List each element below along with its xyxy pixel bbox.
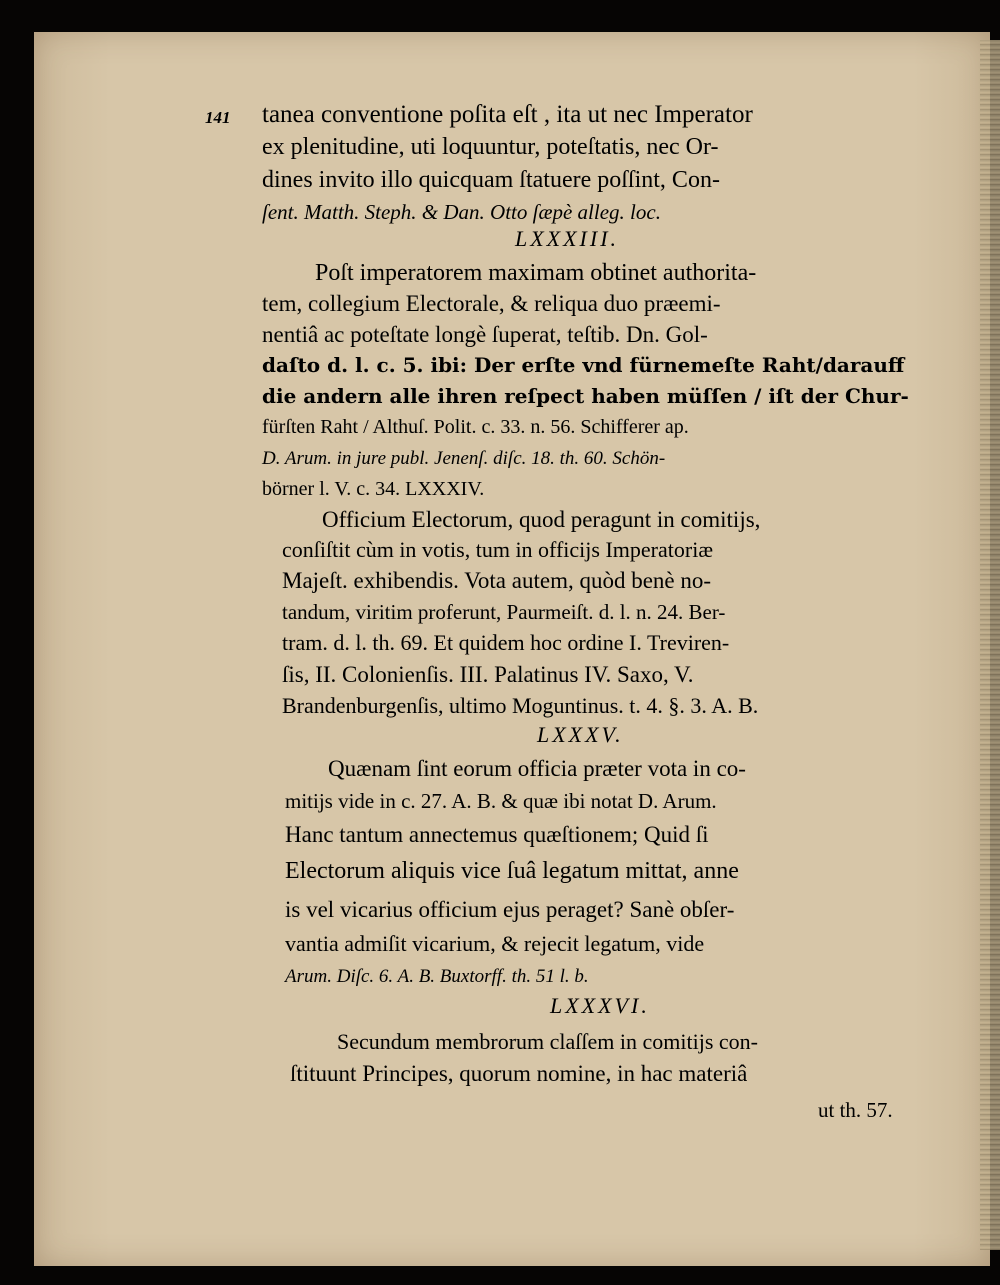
- text-line: fürſten Raht / Althuſ. Polit. c. 33. n. 56. Schifferer ap.: [262, 416, 689, 438]
- text-line: nentiâ ac poteſtate longè ſuperat, teſtib. Dn. Gol-: [262, 322, 708, 347]
- text-line: Brandenburgenſis, ultimo Moguntinus. t. 4. §. 3. A. B.: [282, 693, 759, 718]
- text-line: dines invito illo quicquam ſtatuere poſſint, Con-: [262, 167, 720, 193]
- text-line: daſto d. l. c. 5. ibi: Der erſte vnd fürnemeſte Raht/darauff: [262, 353, 905, 377]
- section-heading: LXXXIII.: [515, 226, 620, 251]
- text-line: ſis, II. Colonienſis. III. Palatinus IV. Saxo, V.: [282, 662, 694, 687]
- text-line: ſtituunt Principes, quorum nomine, in hac materiâ: [290, 1061, 748, 1086]
- text-line: die andern alle ihren reſpect haben müſſen / iſt der Chur-: [262, 384, 909, 408]
- text-line: Quænam ſint eorum officia præter vota in co-: [328, 756, 746, 781]
- text-line: is vel vicarius officium ejus peraget? Sanè obſer-: [285, 897, 735, 922]
- text-line: tandum, viritim proferunt, Paurmeiſt. d. l. n. 24. Ber-: [282, 600, 726, 624]
- text-line: Secundum membrorum claſſem in comitijs con-: [337, 1029, 758, 1054]
- catchword: ut th. 57.: [818, 1098, 893, 1122]
- text-line: ex plenitudine, uti loquuntur, poteſtatis, nec Or-: [262, 134, 719, 160]
- text-line: Electorum aliquis vice ſuâ legatum mittat, anne: [285, 858, 739, 884]
- folio-number: 141: [205, 108, 231, 127]
- text-line: börner l. V. c. 34. LXXXIV.: [262, 478, 485, 500]
- section-heading: LXXXV.: [537, 722, 624, 747]
- text-line: conſiſtit cùm in votis, tum in officijs Imperatoriæ: [282, 537, 713, 562]
- text-line: Arum. Diſc. 6. A. B. Buxtorff. th. 51 l. b.: [285, 966, 589, 987]
- text-line: Hanc tantum annectemus quæſtionem; Quid ſi: [285, 822, 709, 847]
- text-line: mitijs vide in c. 27. A. B. & quæ ibi notat D. Arum.: [285, 789, 717, 813]
- text-line: Poſt imperatorem maximam obtinet authorita-: [315, 260, 757, 286]
- text-line: tram. d. l. th. 69. Et quidem hoc ordine I. Treviren-: [282, 630, 730, 655]
- text-line: tem, collegium Electorale, & reliqua duo præemi-: [262, 291, 721, 316]
- text-line: tanea conventione poſita eſt , ita ut nec Imperator: [262, 101, 753, 128]
- text-line: vantia admiſit vicarium, & rejecit legatum, vide: [285, 931, 705, 956]
- page-edge: [980, 40, 1000, 1250]
- section-heading: LXXXVI.: [550, 993, 650, 1018]
- text-line: ſent. Matth. Steph. & Dan. Otto ſæpè alleg. loc.: [262, 200, 661, 224]
- text-line: Officium Electorum, quod peragunt in comitijs,: [322, 507, 761, 532]
- text-line: Majeſt. exhibendis. Vota autem, quòd benè no-: [282, 568, 712, 593]
- text-line: D. Arum. in jure publ. Jenenſ. diſc. 18. th. 60. Schön-: [262, 448, 666, 469]
